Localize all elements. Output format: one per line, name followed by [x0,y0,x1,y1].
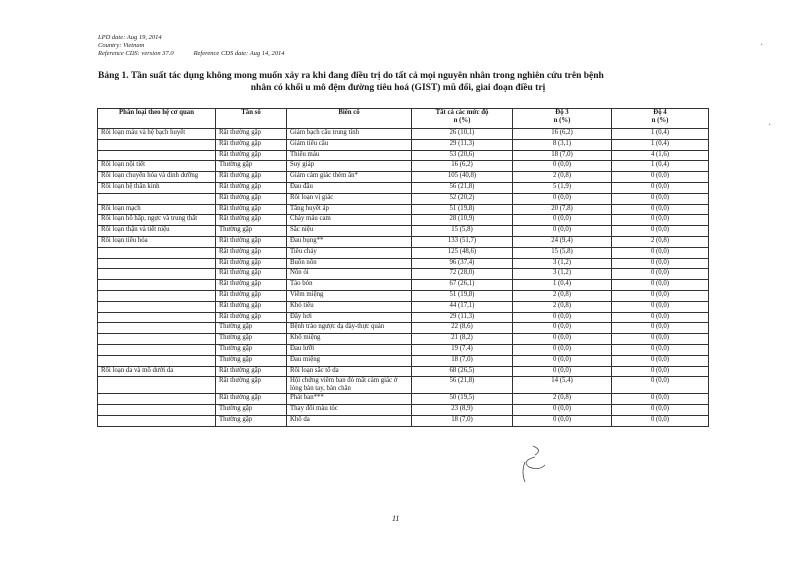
frequency-cell: Rất thường gặp [216,290,287,301]
table-row [98,150,709,161]
table-row [98,172,709,183]
event-cell: Bệnh trào ngược dạ dày-thực quản [287,323,412,334]
grade-3-cell: 0 (0,0) [513,334,612,345]
table-row [98,129,709,140]
header-frequency: Tần số [216,109,287,129]
grade-3-cell: 8 (3,1) [513,139,612,150]
grade-4-cell: 1 (0,4) [612,129,709,140]
grade-3-cell: 2 (0,8) [513,172,612,183]
table-row [98,405,709,416]
grade-3-cell: 18 (7,0) [513,150,612,161]
organ-cell: Rối loạn chuyển hóa và dinh dưỡng [98,172,216,183]
all-grades-cell: 26 (10,1) [412,129,513,140]
organ-cell [98,405,216,416]
all-grades-cell: 53 (20,6) [412,150,513,161]
grade-4-cell: 0 (0,0) [612,344,709,355]
table-row [98,355,709,366]
all-grades-cell: 51 (19,8) [412,290,513,301]
organ-cell [98,290,216,301]
organ-cell: Rối loạn nội tiết [98,161,216,172]
frequency-cell: Thường gặp [216,161,287,172]
grade-4-cell: 0 (0,0) [612,226,709,237]
event-cell: Táo bón [287,280,412,291]
all-grades-cell: 21 (8,2) [412,334,513,345]
table-row [98,182,709,193]
frequency-cell: Rất thường gặp [216,247,287,258]
grade-4-cell: 0 (0,0) [612,415,709,426]
frequency-cell: Rất thường gặp [216,269,287,280]
organ-cell [98,193,216,204]
organ-cell [98,415,216,426]
table-row [98,161,709,172]
reference-cds-line [98,50,285,58]
organ-cell [98,312,216,323]
table-row [98,323,709,334]
all-grades-cell: 29 (11,3) [412,312,513,323]
grade-3-cell: 2 (0,8) [513,394,612,405]
grade-4-cell: 4 (1,6) [612,150,709,161]
frequency-cell: Rất thường gặp [216,182,287,193]
grade-4-cell: 0 (0,0) [612,366,709,377]
organ-cell: Rối loạn mạch [98,204,216,215]
event-cell: Rối loạn sắc tố da [287,366,412,377]
all-grades-cell: 96 (37,4) [412,258,513,269]
grade-4-cell: 0 (0,0) [612,377,709,394]
organ-cell [98,301,216,312]
all-grades-cell: 19 (7,4) [412,344,513,355]
grade-3-cell: 0 (0,0) [513,415,612,426]
grade-3-cell: 0 (0,0) [513,161,612,172]
all-grades-cell: 16 (6,2) [412,161,513,172]
frequency-cell: Rất thường gặp [216,394,287,405]
header-grade-3: Độ 3 n (%) [513,109,612,129]
frequency-cell: Rất thường gặp [216,129,287,140]
organ-cell [98,258,216,269]
frequency-cell: Rất thường gặp [216,366,287,377]
header-organ: Phân loại theo hệ cơ quan [98,109,216,129]
all-grades-cell: 28 (10,9) [412,215,513,226]
frequency-cell: Thường gặp [216,323,287,334]
organ-cell [98,247,216,258]
event-cell: Hội chứng viêm ban đỏ mất cảm giác ở lòng bàn tay, bàn chân [287,377,412,394]
grade-3-cell: 2 (0,8) [513,290,612,301]
event-cell: Đau đầu [287,182,412,193]
all-grades-cell: 105 (40,8) [412,172,513,183]
frequency-cell: Rất thường gặp [216,280,287,291]
event-cell: Giảm bạch cầu trung tính [287,129,412,140]
grade-3-cell: 14 (5,4) [513,377,612,394]
grade-3-cell: 0 (0,0) [513,215,612,226]
organ-cell [98,355,216,366]
all-grades-cell: 22 (8,6) [412,323,513,334]
table-row [98,247,709,258]
event-cell: Nôn ói [287,269,412,280]
frequency-cell: Rất thường gặp [216,236,287,247]
event-cell: Sắc niệu [287,226,412,237]
grade-4-cell: 2 (0,8) [612,236,709,247]
all-grades-cell: 29 (11,3) [412,139,513,150]
organ-cell: Rối loạn hệ thần kinh [98,182,216,193]
frequency-cell: Rất thường gặp [216,258,287,269]
reference-cds-version: Reference CDS: version 37.0 [98,50,174,57]
table-row [98,204,709,215]
all-grades-cell: 15 (5,8) [412,226,513,237]
grade-4-cell: 0 (0,0) [612,334,709,345]
event-cell: Thay đổi màu tóc [287,405,412,416]
grade-3-cell: 20 (7,8) [513,204,612,215]
table-title-line2: nhân có khối u mô đệm đường tiêu hoá (GIST) mũ đối, giai đoạn điều trị [250,83,546,93]
organ-cell [98,280,216,291]
organ-cell: Rối loạn máu và hệ bạch huyết [98,129,216,140]
all-grades-cell: 18 (7,0) [412,355,513,366]
all-grades-cell: 125 (48,6) [412,247,513,258]
table-row [98,269,709,280]
grade-4-cell: 0 (0,0) [612,394,709,405]
grade-4-cell: 0 (0,0) [612,290,709,301]
organ-cell [98,139,216,150]
frequency-cell: Rất thường gặp [216,312,287,323]
table-row [98,139,709,150]
grade-4-cell: 0 (0,0) [612,247,709,258]
grade-3-cell: 2 (0,8) [513,301,612,312]
all-grades-cell: 68 (26,5) [412,366,513,377]
lpd-date: LPD date: Aug 19, 2014 [98,34,162,41]
grade-3-cell: 0 (0,0) [513,405,612,416]
event-cell: Khô miệng [287,334,412,345]
organ-cell [98,344,216,355]
grade-3-cell: 0 (0,0) [513,323,612,334]
table-row [98,301,709,312]
handwritten-ink-mark [505,440,565,500]
reference-cds-date: Reference CDS date: Aug 14, 2014 [193,50,285,57]
header-all-grades: Tất cả các mức độ n (%) [412,109,513,129]
grade-4-cell: 1 (0,4) [612,161,709,172]
grade-3-cell: 0 (0,0) [513,312,612,323]
frequency-cell: Thường gặp [216,334,287,345]
event-cell: Tăng huyết áp [287,204,412,215]
event-cell: Phát ban*** [287,394,412,405]
event-cell: Giảm tiểu cầu [287,139,412,150]
all-grades-cell: 56 (21,8) [412,377,513,394]
all-grades-cell: 67 (26,1) [412,280,513,291]
header-event: Biến cố [287,109,412,129]
table-title-line1: Bảng 1. Tần suất tác dụng không mong muốn xảy ra khi đang điều trị do tất cả mọi nguyên nhân trong nghiên cứu trên bệnh [98,71,604,81]
frequency-cell: Thường gặp [216,355,287,366]
grade-3-cell: 16 (6,2) [513,129,612,140]
frequency-cell: Thường gặp [216,405,287,416]
grade-4-cell: 0 (0,0) [612,323,709,334]
frequency-cell: Thường gặp [216,226,287,237]
frequency-cell: Rất thường gặp [216,172,287,183]
grade-4-cell: 0 (0,0) [612,204,709,215]
all-grades-cell: 44 (17,1) [412,301,513,312]
table-row [98,344,709,355]
grade-3-cell: 1 (0,4) [513,280,612,291]
event-cell: Đau bụng** [287,236,412,247]
adverse-events-table [97,108,709,427]
all-grades-cell: 51 (19,8) [412,204,513,215]
event-cell: Rối loạn vị giác [287,193,412,204]
grade-3-cell: 3 (1,2) [513,269,612,280]
event-cell: Viêm miệng [287,290,412,301]
event-cell: Tiêu chảy [287,247,412,258]
organ-cell: Rối loạn da và mô dưới da [98,366,216,377]
margin-mark: · [768,120,772,131]
page-number: 11 [392,514,400,523]
all-grades-cell: 72 (28,0) [412,269,513,280]
table-title [98,70,718,94]
margin-mark: · [760,40,764,51]
table-header-row [98,109,709,129]
grade-3-cell: 0 (0,0) [513,355,612,366]
organ-cell [98,334,216,345]
frequency-cell: Rất thường gặp [216,193,287,204]
all-grades-cell: 23 (8,9) [412,405,513,416]
grade-3-cell: 0 (0,0) [513,366,612,377]
all-grades-cell: 133 (51,7) [412,236,513,247]
event-cell: Đau miệng [287,355,412,366]
grade-3-cell: 0 (0,0) [513,344,612,355]
event-cell: Đầy hơi [287,312,412,323]
table-row [98,280,709,291]
grade-4-cell: 0 (0,0) [612,172,709,183]
table-row [98,415,709,426]
frequency-cell: Rất thường gặp [216,215,287,226]
all-grades-cell: 56 (21,8) [412,182,513,193]
organ-cell: Rối loạn thận và tiết niệu [98,226,216,237]
frequency-cell: Thường gặp [216,344,287,355]
grade-4-cell: 1 (0,4) [612,139,709,150]
organ-cell [98,394,216,405]
table-row [98,258,709,269]
table-row [98,193,709,204]
grade-4-cell: 0 (0,0) [612,280,709,291]
grade-3-cell: 5 (1,9) [513,182,612,193]
frequency-cell: Thường gặp [216,415,287,426]
grade-3-cell: 0 (0,0) [513,193,612,204]
all-grades-cell: 52 (20,2) [412,193,513,204]
country: Country: Vietnam [98,42,145,49]
frequency-cell: Rất thường gặp [216,150,287,161]
table-row [98,334,709,345]
table-row [98,394,709,405]
grade-4-cell: 0 (0,0) [612,355,709,366]
grade-3-cell: 0 (0,0) [513,226,612,237]
grade-3-cell: 24 (9,4) [513,236,612,247]
table-row [98,226,709,237]
organ-cell: Rối loạn hô hấp, ngực và trung thất [98,215,216,226]
grade-4-cell: 0 (0,0) [612,182,709,193]
event-cell: Khô da [287,415,412,426]
grade-3-cell: 15 (5,8) [513,247,612,258]
header-grade-4: Độ 4 n (%) [612,109,709,129]
grade-4-cell: 0 (0,0) [612,215,709,226]
table-row [98,236,709,247]
frequency-cell: Rất thường gặp [216,301,287,312]
event-cell: Giảm cảm giác thèm ăn* [287,172,412,183]
event-cell: Chảy máu cam [287,215,412,226]
grade-4-cell: 0 (0,0) [612,258,709,269]
table-row [98,377,709,394]
grade-4-cell: 0 (0,0) [612,301,709,312]
organ-cell [98,323,216,334]
table-row [98,215,709,226]
grade-3-cell: 3 (1,2) [513,258,612,269]
all-grades-cell: 18 (7,0) [412,415,513,426]
grade-4-cell: 0 (0,0) [612,269,709,280]
frequency-cell: Rất thường gặp [216,204,287,215]
organ-cell [98,377,216,394]
event-cell: Buồn nôn [287,258,412,269]
grade-4-cell: 0 (0,0) [612,312,709,323]
table-row [98,366,709,377]
grade-4-cell: 0 (0,0) [612,193,709,204]
all-grades-cell: 50 (19,5) [412,394,513,405]
grade-4-cell: 0 (0,0) [612,405,709,416]
event-cell: Đau lưỡi [287,344,412,355]
frequency-cell: Rất thường gặp [216,139,287,150]
organ-cell [98,269,216,280]
frequency-cell: Rất thường gặp [216,377,287,394]
event-cell: Khó tiêu [287,301,412,312]
table-row [98,290,709,301]
organ-cell [98,150,216,161]
organ-cell: Rối loạn tiêu hóa [98,236,216,247]
table-row [98,312,709,323]
event-cell: Suy giáp [287,161,412,172]
event-cell: Thiếu máu [287,150,412,161]
